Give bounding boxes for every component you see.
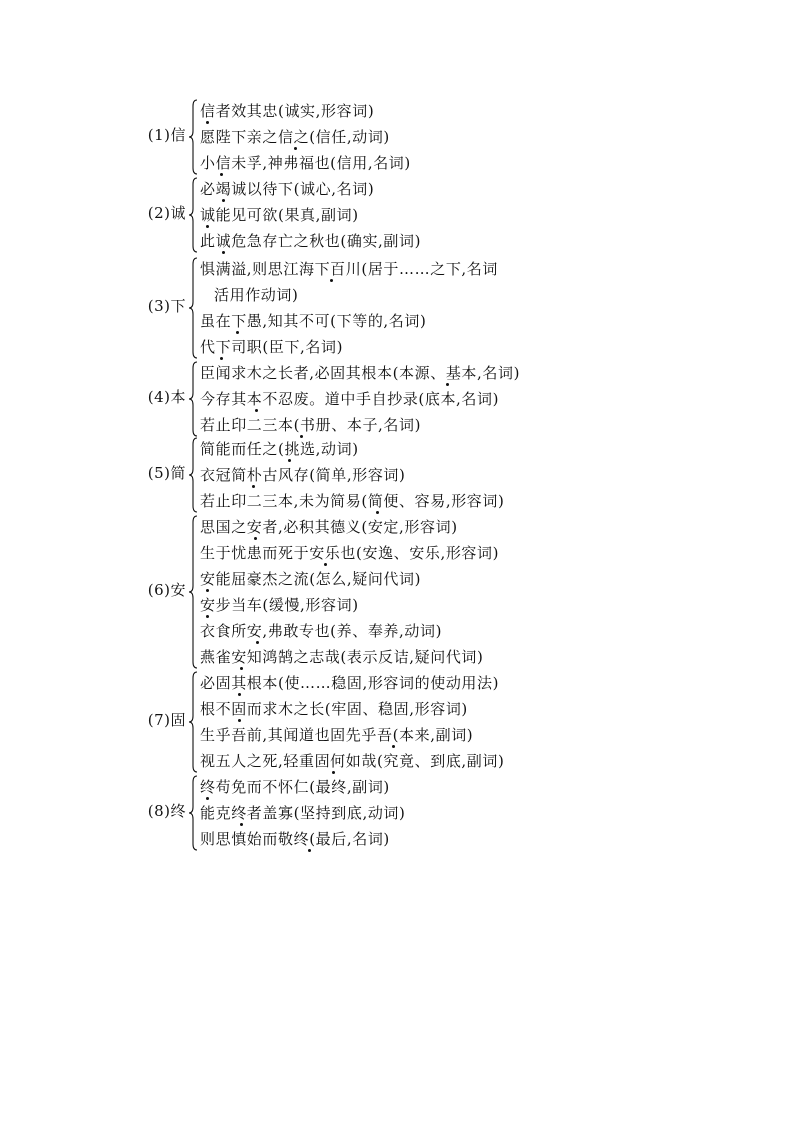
usage-line: 衣冠简朴古风存(简单,形容词) — [200, 466, 406, 484]
entry-lines — [200, 514, 499, 670]
emphasis-dot — [392, 745, 395, 748]
emphasis-dot — [206, 615, 209, 618]
emphasis-dot — [236, 331, 239, 334]
entry-head: (5)简 — [147, 464, 186, 482]
usage-line: 虽在下愚,知其不可(下等的,名词) — [200, 312, 427, 330]
usage-line: 安步当车(缓慢,形容词) — [200, 596, 359, 614]
emphasis-dot — [206, 225, 209, 228]
usage-line: 衣食所安,弗敢专也(养、奉养,动词) — [200, 622, 443, 640]
emphasis-dot — [255, 409, 258, 412]
usage-line: 代下司职(臣下,名词) — [200, 338, 344, 356]
usage-line: 视五人之死,轻重固何如哉(究竟、到底,副词) — [200, 752, 505, 770]
emphasis-dot — [238, 693, 241, 696]
emphasis-dot — [324, 563, 327, 566]
usage-line: 若止印二三本,未为简易(简便、容易,形容词) — [200, 492, 505, 510]
emphasis-dot — [308, 849, 311, 852]
entry-head: (3)下 — [147, 297, 186, 315]
emphasis-dot — [238, 719, 241, 722]
entry-head: (2)诚 — [147, 204, 186, 222]
usage-line: 惧满溢,则思江海下百川(居于……之下,名词 — [200, 260, 498, 278]
entry-head: (7)固 — [147, 711, 186, 729]
usage-line: 生乎吾前,其闻道也固先乎吾(本来,副词) — [200, 726, 474, 744]
usage-line: 若止印二三本(书册、本子,名词) — [200, 416, 422, 434]
brace-icon — [188, 256, 198, 360]
entry-head: (1)信 — [147, 126, 186, 144]
emphasis-dot — [256, 641, 259, 644]
entry-lines — [200, 98, 411, 176]
entry-lines — [200, 774, 405, 852]
entry-head: (8)终 — [147, 802, 186, 820]
emphasis-dot — [206, 589, 209, 592]
usage-line: 愿陛下亲之信之(信任,动词) — [200, 128, 390, 146]
usage-line: 小信未孚,神弗福也(信用,名词) — [200, 154, 411, 172]
entry-lines — [200, 176, 421, 254]
usage-line: 今存其本不忍废。道中手自抄录(底本,名词) — [200, 390, 500, 408]
emphasis-dot — [252, 485, 255, 488]
emphasis-dot — [332, 771, 335, 774]
brace-icon — [188, 436, 198, 514]
emphasis-dot — [206, 797, 209, 800]
entry-lines — [200, 360, 520, 438]
emphasis-dot — [220, 173, 223, 176]
usage-line: 安能屈豪杰之流(怎么,疑问代词) — [200, 570, 422, 588]
usage-line: 臣闻求木之长者,必固其根本(本源、基本,名词) — [200, 364, 521, 382]
usage-line: 简能而任之(挑选,动词) — [200, 440, 359, 458]
emphasis-dot — [222, 251, 225, 254]
emphasis-dot — [288, 459, 291, 462]
brace-icon — [188, 670, 198, 774]
brace-icon — [188, 774, 198, 852]
emphasis-dot — [300, 435, 303, 438]
entry-lines — [200, 256, 498, 360]
brace-icon — [188, 514, 198, 670]
usage-line: 必固其根本(使……稳固,形容词的使动用法) — [200, 674, 500, 692]
usage-line-continuation: 活用作动词) — [214, 286, 299, 304]
brace-icon — [188, 98, 198, 176]
emphasis-dot — [206, 121, 209, 124]
entry-lines — [200, 436, 504, 514]
emphasis-dot — [294, 147, 297, 150]
emphasis-dot — [254, 537, 257, 540]
emphasis-dot — [376, 511, 379, 514]
usage-line: 信者效其忠(诚实,形容词) — [200, 102, 375, 120]
emphasis-dot — [330, 279, 333, 282]
usage-line: 根不固而求木之长(牢固、稳固,形容词) — [200, 700, 468, 718]
usage-line: 终苟免而不怀仁(最终,副词) — [200, 778, 390, 796]
usage-line: 燕雀安知鸿鹄之志哉(表示反诘,疑问代词) — [200, 648, 484, 666]
emphasis-dot — [240, 667, 243, 670]
emphasis-dot — [220, 357, 223, 360]
entry-head: (6)安 — [147, 581, 186, 599]
entry-head: (4)本 — [147, 388, 186, 406]
usage-line: 生于忧患而死于安乐也(安逸、安乐,形容词) — [200, 544, 500, 562]
emphasis-dot — [240, 823, 243, 826]
usage-line: 思国之安者,必积其德义(安定,形容词) — [200, 518, 458, 536]
emphasis-dot — [446, 383, 449, 386]
brace-icon — [188, 360, 198, 438]
usage-line: 则思慎始而敬终(最后,名词) — [200, 830, 390, 848]
usage-line: 必竭诚以待下(诚心,名词) — [200, 180, 375, 198]
brace-icon — [188, 176, 198, 254]
usage-line: 能克终者盖寡(坚持到底,动词) — [200, 804, 406, 822]
emphasis-dot — [222, 199, 225, 202]
usage-line: 诚能见可欲(果真,副词) — [200, 206, 359, 224]
usage-line: 此诚危急存亡之秋也(确实,副词) — [200, 232, 422, 250]
entry-lines — [200, 670, 504, 774]
